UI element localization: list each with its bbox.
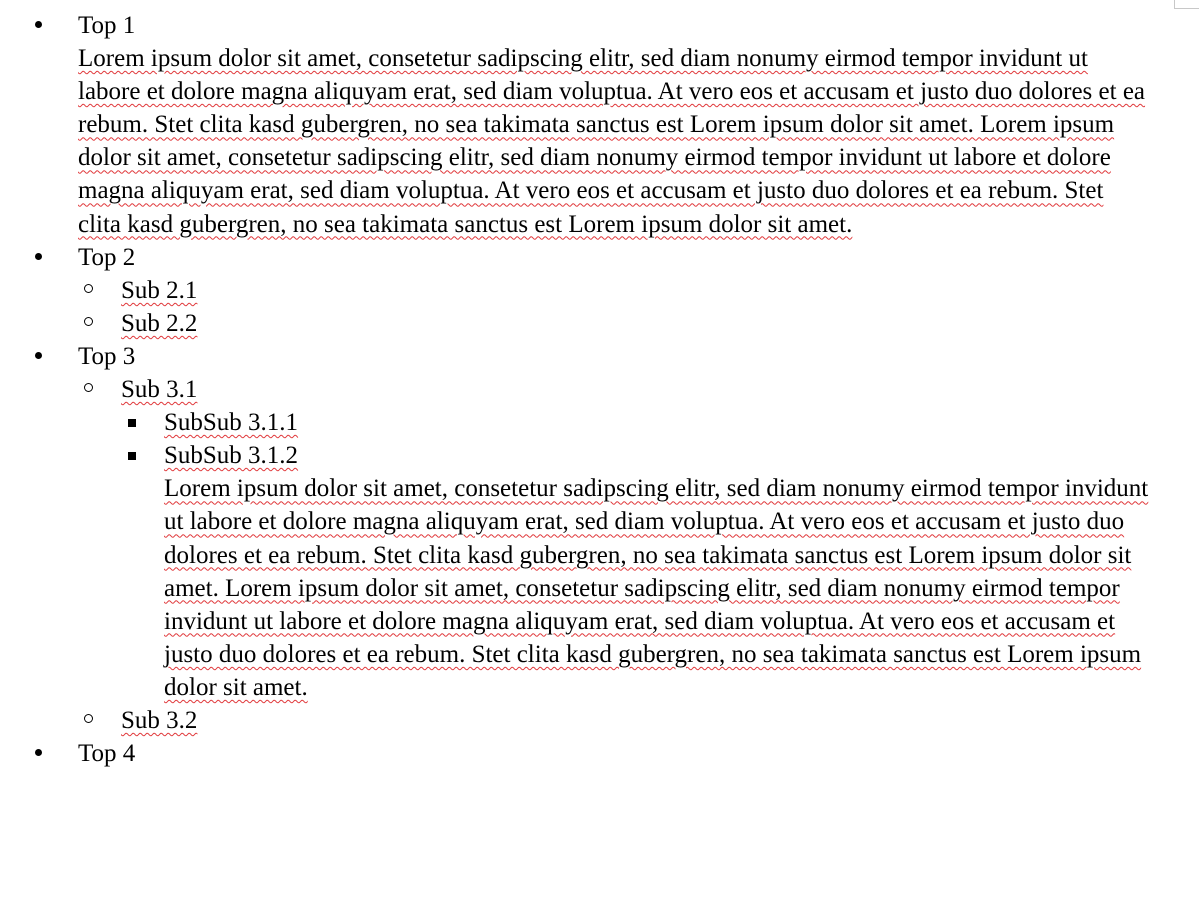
list-item-subsub-3-1-1[interactable] <box>0 406 1202 439</box>
body-paragraph: Lorem ipsum dolor sit amet, consetetur sadipscing elitr, sed diam nonumy eirmod tempor invidunt ut labore et dolore magna aliquyam erat, sed diam voluptua. At vero eos et accusam et justo duo dolores et ea rebum. Stet clita kasd gubergren, no sea takimata sanctus est Lorem ipsum dolor sit amet. Lorem ipsum dolor sit amet, consetetur sadipscing elitr, sed diam nonumy eirmod tempor invidunt ut labore et dolore magna aliquyam erat, sed diam voluptua. At vero eos et accusam et justo duo dolores et ea rebum. Stet clita kasd gubergren, no sea takimata sanctus est Lorem ipsum dolor sit amet. <box>78 45 1146 238</box>
list-item-subsub-3-1-2[interactable] <box>0 439 1202 704</box>
list-item-label: Top 4 <box>78 740 136 768</box>
document-body[interactable] <box>0 9 1202 770</box>
list-item-label: Sub 2.1 <box>121 276 198 304</box>
list-item-label: Sub 3.1 <box>121 376 198 404</box>
list-item-label: Sub 2.2 <box>121 309 198 337</box>
bullet-circle-icon <box>80 704 100 737</box>
bullet-square-icon <box>123 439 143 472</box>
list-item-label: Top 3 <box>78 342 136 370</box>
list-item-top-2[interactable] <box>0 241 1202 274</box>
page-corner-marker <box>1174 0 1199 9</box>
body-paragraph: Lorem ipsum dolor sit amet, consetetur sadipscing elitr, sed diam nonumy eirmod tempor invidunt ut labore et dolore magna aliquyam erat, sed diam voluptua. At vero eos et accusam et justo duo dolores et ea rebum. Stet clita kasd gubergren, no sea takimata sanctus est Lorem ipsum dolor sit amet. Lorem ipsum dolor sit amet, consetetur sadipscing elitr, sed diam nonumy eirmod tempor invidunt ut labore et dolore magna aliquyam erat, sed diam voluptua. At vero eos et accusam et justo duo dolores et ea rebum. Stet clita kasd gubergren, no sea takimata sanctus est Lorem ipsum dolor sit amet. <box>164 475 1149 701</box>
bullet-disc-icon <box>30 340 50 373</box>
list-item-sub-2-1[interactable] <box>0 274 1202 307</box>
list-item-label: Top 2 <box>78 243 136 271</box>
bullet-circle-icon <box>80 373 100 406</box>
list-item-top-3[interactable] <box>0 340 1202 373</box>
list-item-label: Sub 3.2 <box>121 706 198 734</box>
bullet-circle-icon <box>80 307 100 340</box>
list-item-top-1[interactable] <box>0 9 1202 241</box>
list-item-sub-2-2[interactable] <box>0 307 1202 340</box>
bullet-disc-icon <box>30 737 50 770</box>
bullet-square-icon <box>123 406 143 439</box>
list-item-top-4[interactable] <box>0 737 1202 770</box>
list-item-sub-3-2[interactable] <box>0 704 1202 737</box>
list-item-sub-3-1[interactable] <box>0 373 1202 406</box>
bullet-circle-icon <box>80 274 100 307</box>
bullet-disc-icon <box>30 241 50 274</box>
bullet-disc-icon <box>30 9 50 42</box>
list-item-label: Top 1 <box>78 12 136 39</box>
list-item-label: SubSub 3.1.1 <box>164 409 299 437</box>
list-item-label: SubSub 3.1.2 <box>164 442 299 470</box>
